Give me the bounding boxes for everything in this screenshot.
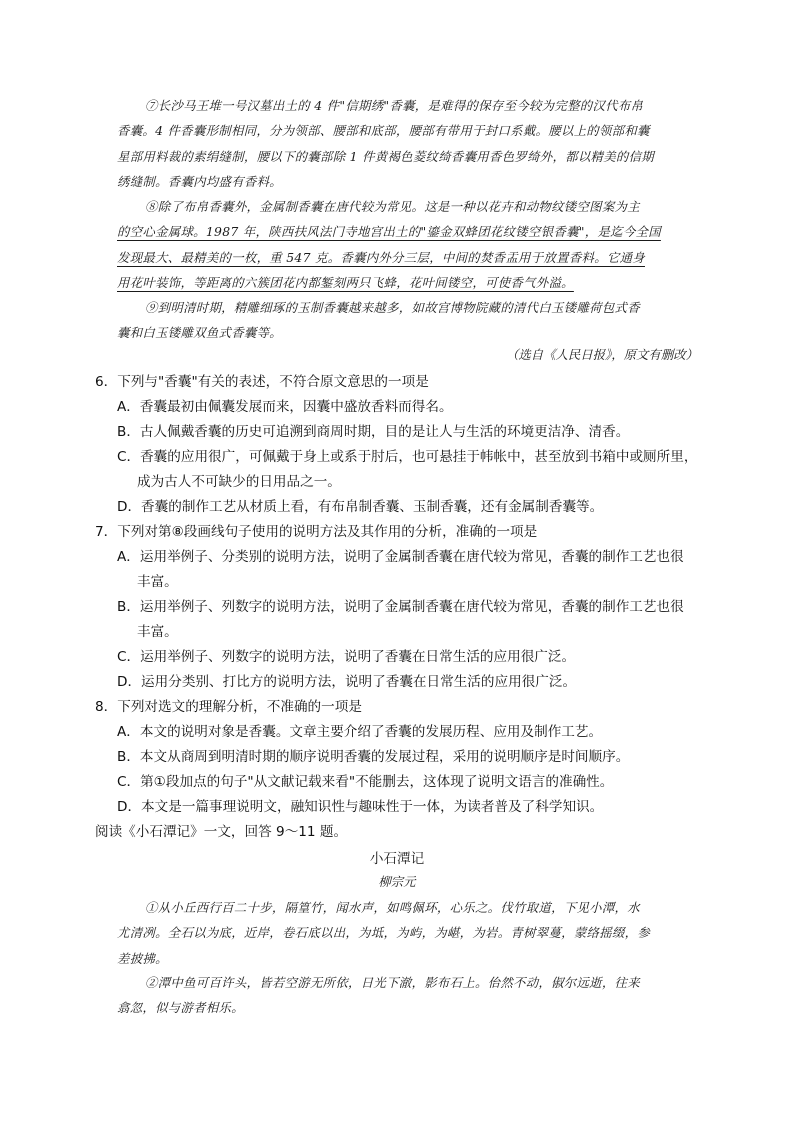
passage-paragraph-7-cont — [117, 118, 707, 195]
passage-paragraph-7 — [145, 93, 700, 119]
reading-author: 柳宗元 — [378, 874, 416, 889]
question-6-option-a[interactable]: A．香囊最初由佩囊发展而来，因囊中盛放香料而得名。 — [117, 399, 453, 415]
reading-paragraph-1-cont — [117, 920, 707, 971]
question-7-option-d[interactable]: D．运用分类别、打比方的说明方法，说明了香囊在日常生活的应用很广泛。 — [117, 674, 577, 690]
reading-paragraph-2 — [145, 970, 700, 996]
reading-paragraph-1 — [145, 895, 700, 921]
passage-paragraph-8-cont — [117, 219, 707, 296]
text-line: 翕忽，似与游者相乐。 — [117, 1000, 244, 1015]
text-line: 绣缝制。香囊内均盛有香料。 — [117, 174, 282, 189]
text-line: 尤清冽。全石以为底，近岸，卷石底以出，为坻，为屿，为嵁，为岩。青树翠蔓，蒙络摇缀，参 — [117, 925, 651, 940]
text-line: ⑨到明清时期，精雕细琢的玉制香囊越来越多，如故宫博物院藏的清代白玉镂雕荷包式香 — [145, 300, 640, 315]
reading-title: 小石潭记 — [369, 851, 425, 867]
option-text-cont: 成为古人不可缺少的日用品之一。 — [137, 473, 341, 490]
text-line: ⑦长沙马王堆一号汉墓出土的 4 件"信期绣"香囊，是难得的保存至今较为完整的汉代布帛 — [145, 98, 644, 113]
passage-paragraph-9 — [145, 295, 700, 321]
question-8-option-d[interactable]: D．本文是一篇事理说明文，融知识性与趣味性于一体，为读者普及了科学知识。 — [117, 799, 604, 815]
question-8-option-c[interactable]: C．第①段加点的句子"从文献记载来看"不能删去，这体现了说明文语言的准确性。 — [117, 774, 614, 790]
question-7-stem: 7．下列对第⑧段画线句子使用的说明方法及其作用的分析，准确的一项是 — [95, 524, 538, 540]
question-7-option-b[interactable] — [117, 595, 715, 645]
passage-paragraph-8 — [145, 194, 700, 220]
reading-paragraph-2-cont — [117, 995, 707, 1021]
passage-paragraph-9-cont — [117, 320, 707, 346]
question-7-option-a[interactable] — [117, 545, 715, 595]
text-line: 星部用料裁的素绢缝制，腰以下的囊部除 1 件黄褐色菱纹绮香囊用香色罗绮外，都以精美的信期 — [117, 148, 654, 164]
underlined-line: 的空心金属球。1987 年，陕西扶风法门寺地宫出土的"鎏金双蜂团花纹镂空银香囊"，是迄今全国 — [117, 224, 661, 239]
option-text: B．运用举例子、列数字的说明方法，说明了金属制香囊在唐代较为常见，香囊的制作工艺也很 — [117, 599, 684, 615]
question-8-stem: 8．下列对选文的理解分析，不准确的一项是 — [95, 699, 362, 715]
text-line: ①从小丘西行百二十步，隔篁竹，闻水声，如鸣佩环，心乐之。伐竹取道，下见小潭，水 — [145, 900, 640, 915]
option-text-cont: 丰富。 — [137, 573, 178, 590]
text-line: ②潭中鱼可百许头，皆若空游无所依，日光下澈，影布石上。佁然不动，俶尔远逝，往来 — [145, 975, 640, 990]
question-6-stem: 6．下列与"香囊"有关的表述，不符合原文意思的一项是 — [95, 374, 429, 390]
text-line: 香囊。4 件香囊形制相同，分为领部、腰部和底部，腰部有带用于封口系戴。腰以上的领部和囊 — [117, 123, 650, 138]
text-line: 囊和白玉镂雕双鱼式香囊等。 — [117, 325, 282, 340]
question-7-option-c[interactable]: C．运用举例子、列数字的说明方法，说明了香囊在日常生活的应用很广泛。 — [117, 649, 576, 665]
question-6-option-c[interactable] — [117, 445, 715, 495]
reading-intro: 阅读《小石潭记》一文，回答 9～11 题。 — [95, 824, 348, 840]
option-text: A．运用举例子、分类别的说明方法，说明了金属制香囊在唐代较为常见，香囊的制作工艺也很 — [117, 549, 684, 565]
option-text-cont: 丰富。 — [137, 623, 178, 640]
question-6-option-b[interactable]: B．古人佩戴香囊的历史可追溯到商周时期，目的是让人与生活的环境更洁净、清香。 — [117, 424, 630, 440]
text-line: ⑧除了布帛香囊外，金属制香囊在唐代较为常见。这是一种以花卉和动物纹镂空图案为主 — [145, 199, 640, 214]
option-text: C．香囊的应用很广，可佩戴于身上或系于肘后，也可悬挂于帏帐中，甚至放到书箱中或厕所里， — [117, 449, 698, 465]
underlined-line: 用花叶装饰，等距离的六簇团花内都錾刻两只飞蜂，花叶间镂空，可使香气外溢。 — [117, 275, 574, 290]
underlined-line: 发现最大、最精美的一枚，重 547 克。香囊内外分三层，中间的焚香盂用于放置香料。它通身 — [117, 249, 645, 265]
question-8-option-b[interactable]: B．本文从商周到明清时期的顺序说明香囊的发展过程，采用的说明顺序是时间顺序。 — [117, 749, 630, 765]
question-6-option-d[interactable]: D．香囊的制作工艺从材质上看，有布帛制香囊、玉制香囊，还有金属制香囊等。 — [117, 499, 604, 515]
text-line: 差披拂。 — [117, 950, 168, 966]
question-8-option-a[interactable]: A．本文的说明对象是香囊。文章主要介绍了香囊的发展历程、应用及制作工艺。 — [117, 724, 603, 740]
source-note: （选自《人民日报》，原文有删改） — [505, 347, 698, 362]
